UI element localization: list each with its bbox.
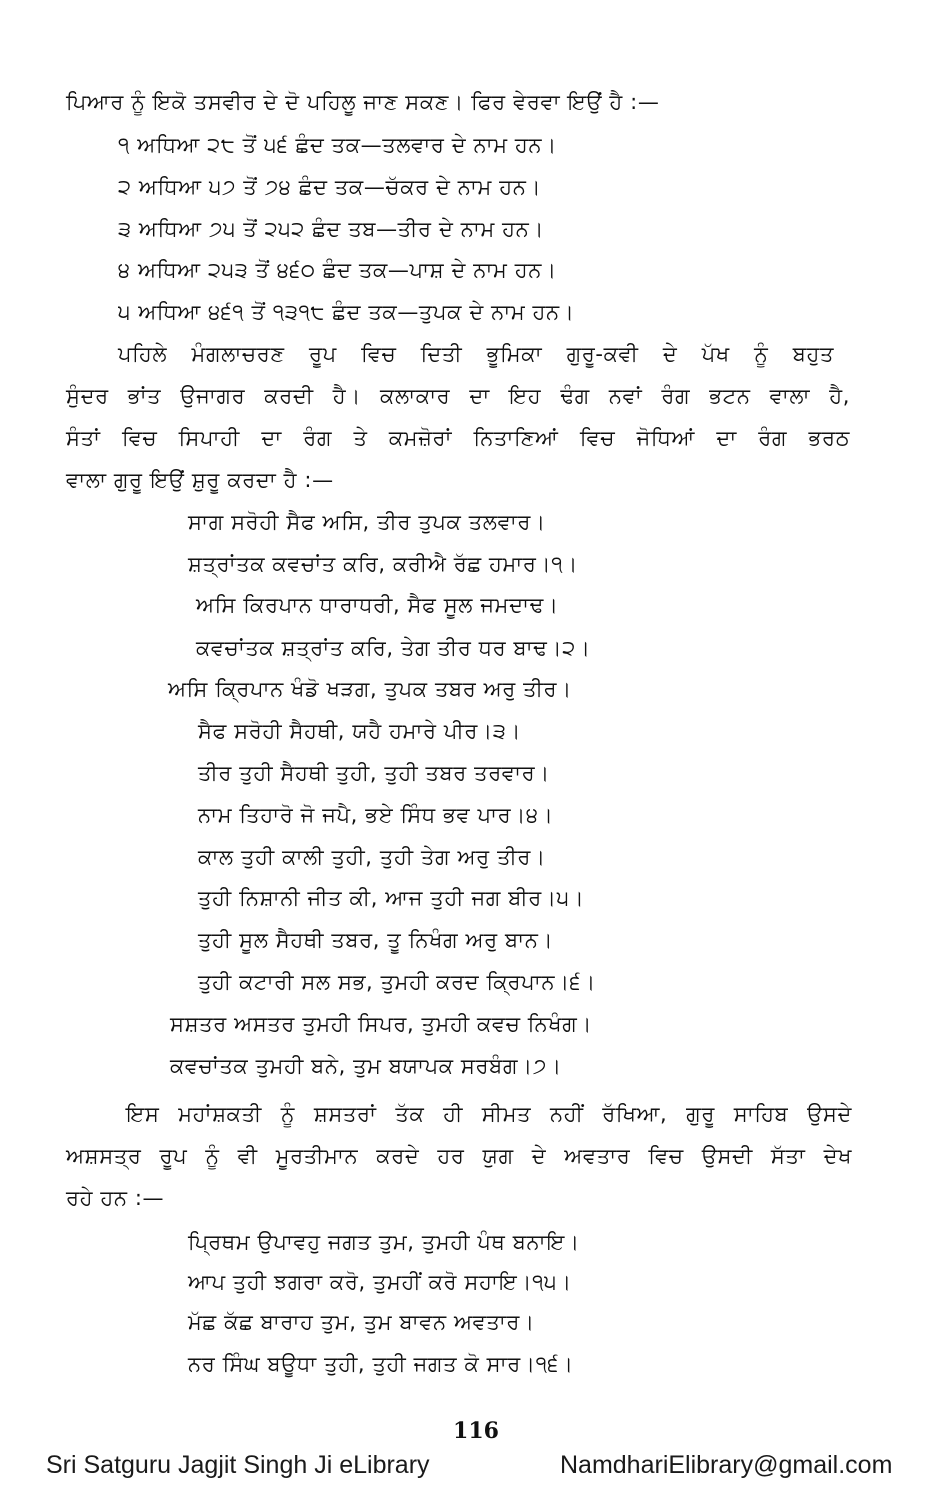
- verse-line: ਨਾਮ ਤਿਹਾਰੋ ਜੋ ਜਪੈ, ਭਏ ਸਿੰਧ ਭਵ ਪਾਰ।੪।: [198, 803, 554, 827]
- paragraph2-line-1: ਇਸ ਮਹਾਂਸ਼ਕਤੀ ਨੂੰ ਸ਼ਸਤਰਾਂ ਤੱਕ ਹੀ ਸੀਮਤ ਨਹੀਂ ਰੱਖਿਆ, ਗੁਰੂ ਸਾਹਿਬ ਉਸਦੇ: [126, 1102, 852, 1126]
- chapter-item-4: ੪ ਅਧਿਆ ੨੫੩ ਤੋਂ ੪੬੦ ਛੰਦ ਤਕ—ਪਾਸ਼ ਦੇ ਨਾਮ ਹਨ।: [118, 258, 557, 282]
- paragraph2-line-2: ਅਸ਼ਸਤ੍ਰ ਰੂਪ ਨੂੰ ਵੀ ਮੂਰਤੀਮਾਨ ਕਰਦੇ ਹਰ ਯੁਗ ਦੇ ਅਵਤਾਰ ਵਿਚ ਉਸਦੀ ਸੱਤਾ ਦੇਖ: [66, 1144, 852, 1168]
- footer-email: NamdhariElibrary@gmail.com: [560, 1451, 893, 1479]
- intro-line: ਪਿਆਰ ਨੂੰ ਇਕੋ ਤਸਵੀਰ ਦੇ ਦੋ ਪਹਿਲੂ ਜਾਣ ਸਕਣ। ਫਿਰ ਵੇਰਵਾ ਇਉਂ ਹੈ :—: [66, 90, 660, 114]
- chapter-item-3: ੩ ਅਧਿਆ ੭੫ ਤੋਂ ੨੫੨ ਛੰਦ ਤਬ—ਤੀਰ ਦੇ ਨਾਮ ਹਨ।: [118, 217, 545, 241]
- paragraph1-line-4: ਵਾਲਾ ਗੁਰੂ ਇਉਂ ਸ਼ੁਰੂ ਕਰਦਾ ਹੈ :—: [66, 468, 334, 492]
- verse-line: ਪ੍ਰਿਥਮ ਉਪਾਵਹੁ ਜਗਤ ਤੁਮ, ਤੁਮਹੀ ਪੰਥ ਬਨਾਇ।: [188, 1230, 580, 1254]
- verse-line: ਕਵਚਾਂਤਕ ਤੁਮਹੀ ਬਨੇ, ਤੁਮ ਬਯਾਪਕ ਸਰਬੰਗ।੭।: [170, 1054, 562, 1078]
- verse-line: ਅਸਿ ਕ੍ਰਿਪਾਨ ਖੰਡੋ ਖੜਗ, ਤੁਪਕ ਤਬਰ ਅਰੁ ਤੀਰ।: [168, 677, 572, 701]
- chapter-item-1: ੧ ਅਧਿਆ ੨੮ ਤੋਂ ੫੬ ਛੰਦ ਤਕ—ਤਲਵਾਰ ਦੇ ਨਾਮ ਹਨ।: [118, 133, 557, 157]
- verse-line: ਨਰ ਸਿੰਘ ਬਊਧਾ ਤੁਹੀ, ਤੁਹੀ ਜਗਤ ਕੋ ਸਾਰ।੧੬।: [188, 1352, 574, 1376]
- paragraph2-line-3: ਰਹੇ ਹਨ :—: [66, 1186, 165, 1210]
- chapter-item-2: ੨ ਅਧਿਆ ੫੭ ਤੋਂ ੭੪ ਛੰਦ ਤਕ—ਚੱਕਰ ਦੇ ਨਾਮ ਹਨ।: [118, 175, 542, 199]
- verse-line: ਤੁਹੀ ਕਟਾਰੀ ਸਲ ਸਭ, ਤੁਮਹੀ ਕਰਦ ਕ੍ਰਿਪਾਨ।੬।: [198, 970, 596, 994]
- verse-line: ਕਵਚਾਂਤਕ ਸ਼ਤ੍ਰਾਂਤ ਕਰਿ, ਤੇਗ ਤੀਰ ਧਰ ਬਾਢ।੨।: [196, 636, 591, 660]
- verse-line: ਸਾਗ ਸਰੋਹੀ ਸੈਫ ਅਸਿ, ਤੀਰ ਤੁਪਕ ਤਲਵਾਰ।: [188, 510, 546, 534]
- verse-line: ਸੈਫ ਸਰੋਹੀ ਸੈਹਥੀ, ਯਹੈ ਹਮਾਰੇ ਪੀਰ।੩।: [198, 719, 522, 743]
- paragraph1-line-1: ਪਹਿਲੇ ਮੰਗਲਾਚਰਣ ਰੂਪ ਵਿਚ ਦਿਤੀ ਭੂਮਿਕਾ ਗੁਰੂ-ਕਵੀ ਦੇ ਪੱਖ ਨੂੰ ਬਹੁਤ: [118, 342, 834, 366]
- verse-line: ਮੱਛ ਕੱਛ ਬਾਰਾਹ ਤੁਮ, ਤੁਮ ਬਾਵਨ ਅਵਤਾਰ।: [188, 1310, 535, 1334]
- footer-library-name: Sri Satguru Jagjit Singh Ji eLibrary: [46, 1451, 430, 1479]
- verse-line: ਤੁਹੀ ਸੂਲ ਸੈਹਥੀ ਤਬਰ, ਤੂ ਨਿਖੰਗ ਅਰੁ ਬਾਨ।: [198, 928, 554, 952]
- chapter-item-5: ੫ ਅਧਿਆ ੪੬੧ ਤੋਂ ੧੩੧੮ ਛੰਦ ਤਕ—ਤੁਪਕ ਦੇ ਨਾਮ ਹਨ।: [118, 300, 575, 324]
- verse-line: ਸਸ਼ਤਰ ਅਸਤਰ ਤੁਮਹੀ ਸਿਪਰ, ਤੁਮਹੀ ਕਵਚ ਨਿਖੰਗ।: [170, 1012, 593, 1036]
- page-number: 116: [453, 1418, 499, 1444]
- verse-line: ਆਪ ਤੁਹੀ ਝਗਰਾ ਕਰੋ, ਤੁਮਹੀਂ ਕਰੋ ਸਹਾਇ।੧੫।: [188, 1270, 572, 1294]
- verse-line: ਤੁਹੀ ਨਿਸ਼ਾਨੀ ਜੀਤ ਕੀ, ਆਜ ਤੁਹੀ ਜਗ ਬੀਰ।੫।: [198, 886, 585, 910]
- paragraph1-line-3: ਸੰਤਾਂ ਵਿਚ ਸਿਪਾਹੀ ਦਾ ਰੰਗ ਤੇ ਕਮਜ਼ੋਰਾਂ ਨਿਤਾਣਿਆਂ ਵਿਚ ਜੋਧਿਆਂ ਦਾ ਰੰਗ ਭਰਠ: [66, 426, 850, 450]
- verse-line: ਕਾਲ ਤੁਹੀ ਕਾਲੀ ਤੁਹੀ, ਤੁਹੀ ਤੇਗ ਅਰੁ ਤੀਰ।: [198, 845, 546, 869]
- verse-line: ਅਸਿ ਕਿਰਪਾਨ ਧਾਰਾਧਰੀ, ਸੈਫ ਸੂਲ ਜਮਦਾਢ।: [196, 593, 559, 617]
- verse-line: ਤੀਰ ਤੁਹੀ ਸੈਹਥੀ ਤੁਹੀ, ਤੁਹੀ ਤਬਰ ਤਰਵਾਰ।: [198, 761, 550, 785]
- paragraph1-line-2: ਸੁੰਦਰ ਭਾਂਤ ਉਜਾਗਰ ਕਰਦੀ ਹੈ। ਕਲਾਕਾਰ ਦਾ ਇਹ ਢੰਗ ਨਵਾਂ ਰੰਗ ਭਟਨ ਵਾਲਾ ਹੈ,: [66, 384, 850, 408]
- verse-line: ਸ਼ਤ੍ਰਾਂਤਕ ਕਵਚਾਂਤ ਕਰਿ, ਕਰੀਐ ਰੱਛ ਹਮਾਰ।੧।: [188, 552, 579, 576]
